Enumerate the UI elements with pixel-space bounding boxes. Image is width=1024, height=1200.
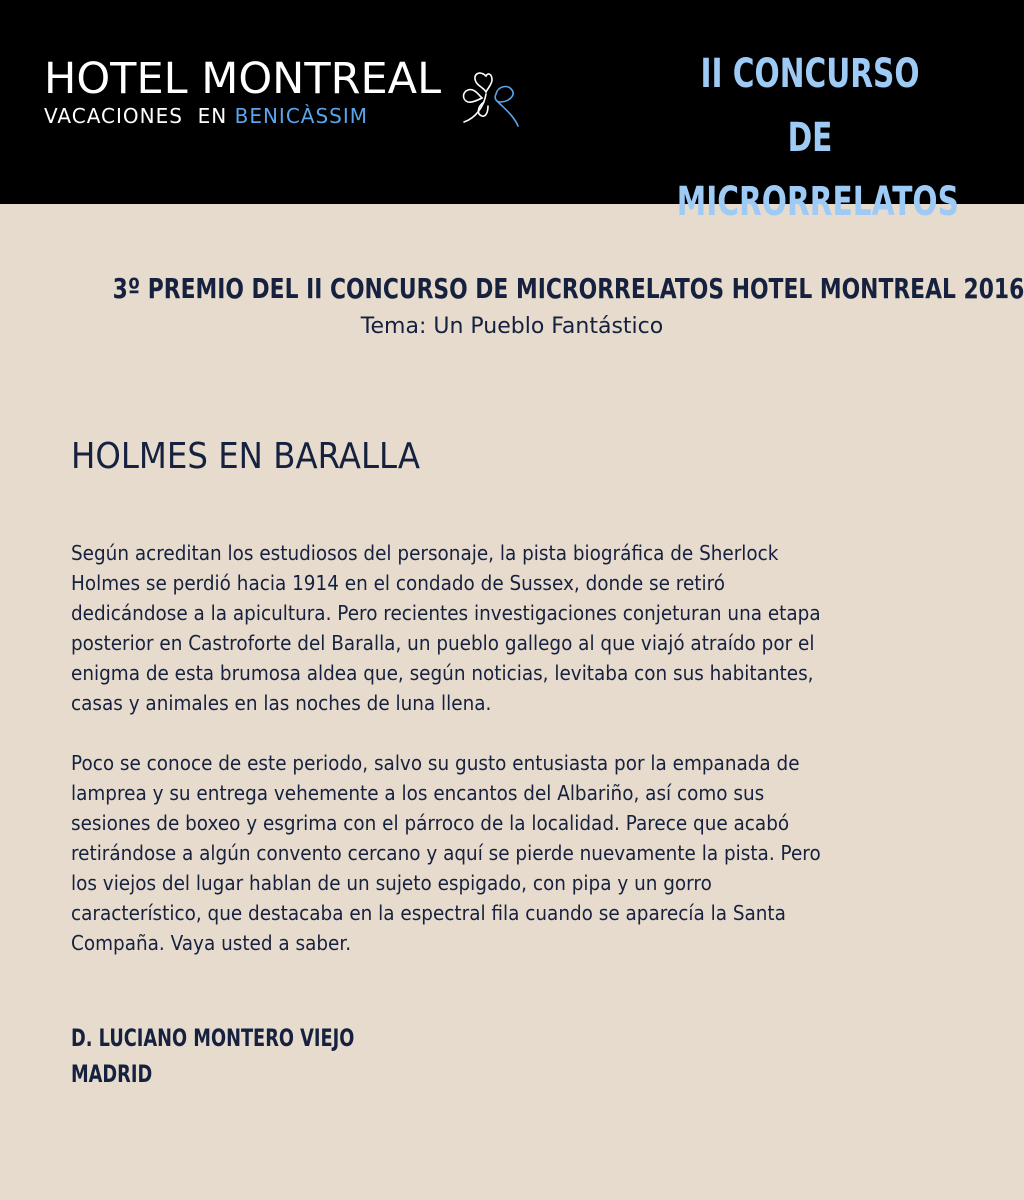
flower-icon bbox=[458, 66, 524, 128]
paragraph-line: lamprea y su entrega vehemente a los encantos del Albariño, así como sus bbox=[71, 781, 765, 805]
author-block bbox=[71, 1020, 354, 1092]
paragraph-line: dedicándose a la apicultura. Pero recientes investigaciones conjeturan una etapa bbox=[71, 601, 821, 625]
paragraph-line: Según acreditan los estudiosos del personaje, la pista biográfica de Sherlock bbox=[71, 541, 779, 565]
tagline-prefix: VACACIONES EN bbox=[44, 104, 235, 128]
paragraph-line: enigma de esta brumosa aldea que, según noticias, levitaba con sus habitantes, bbox=[71, 661, 814, 685]
hotel-logo[interactable] bbox=[44, 54, 442, 128]
paragraph-line: Holmes se perdió hacia 1914 en el condado de Sussex, donde se retiró bbox=[71, 571, 726, 595]
contest-title bbox=[676, 42, 959, 234]
prize-title: 3º PREMIO DEL II CONCURSO DE MICRORRELATOS HOTEL MONTREAL 2016 bbox=[112, 272, 1024, 305]
paragraph-line: casas y animales en las noches de luna llena. bbox=[71, 691, 492, 715]
paragraph-line: los viejos del lugar hablan de un sujeto espigado, con pipa y un gorro bbox=[71, 871, 712, 895]
story-title: HOLMES EN BARALLA bbox=[71, 436, 420, 477]
paragraph-line: Compaña. Vaya usted a saber. bbox=[71, 931, 352, 955]
hotel-name: HOTEL MONTREAL bbox=[44, 54, 442, 104]
paragraph-line: Poco se conoce de este periodo, salvo su gusto entusiasta por la empanada de bbox=[71, 751, 800, 775]
contest-title-line2: MICRORRELATOS bbox=[676, 179, 959, 225]
tagline-city: BENICÀSSIM bbox=[234, 104, 369, 128]
paragraph-line: retirándose a algún convento cercano y aquí se pierde nuevamente la pista. Pero bbox=[71, 841, 821, 865]
theme-subtitle: Tema: Un Pueblo Fantástico bbox=[360, 314, 664, 339]
header bbox=[0, 0, 1024, 225]
author-city: MADRID bbox=[71, 1060, 153, 1088]
story-paragraph-1 bbox=[71, 538, 954, 718]
contest-title-line1: II CONCURSO DE bbox=[700, 51, 920, 161]
hotel-tagline bbox=[44, 106, 441, 126]
author-name: D. LUCIANO MONTERO VIEJO bbox=[71, 1024, 355, 1052]
story-paragraph-2 bbox=[71, 748, 954, 958]
paragraph-line: característico, que destacaba en la espectral fila cuando se aparecía la Santa bbox=[71, 901, 786, 925]
paragraph-line: sesiones de boxeo y esgrima con el párroco de la localidad. Parece que acabó bbox=[71, 811, 790, 835]
paragraph-line: posterior en Castroforte del Baralla, un pueblo gallego al que viajó atraído por el bbox=[71, 631, 815, 655]
